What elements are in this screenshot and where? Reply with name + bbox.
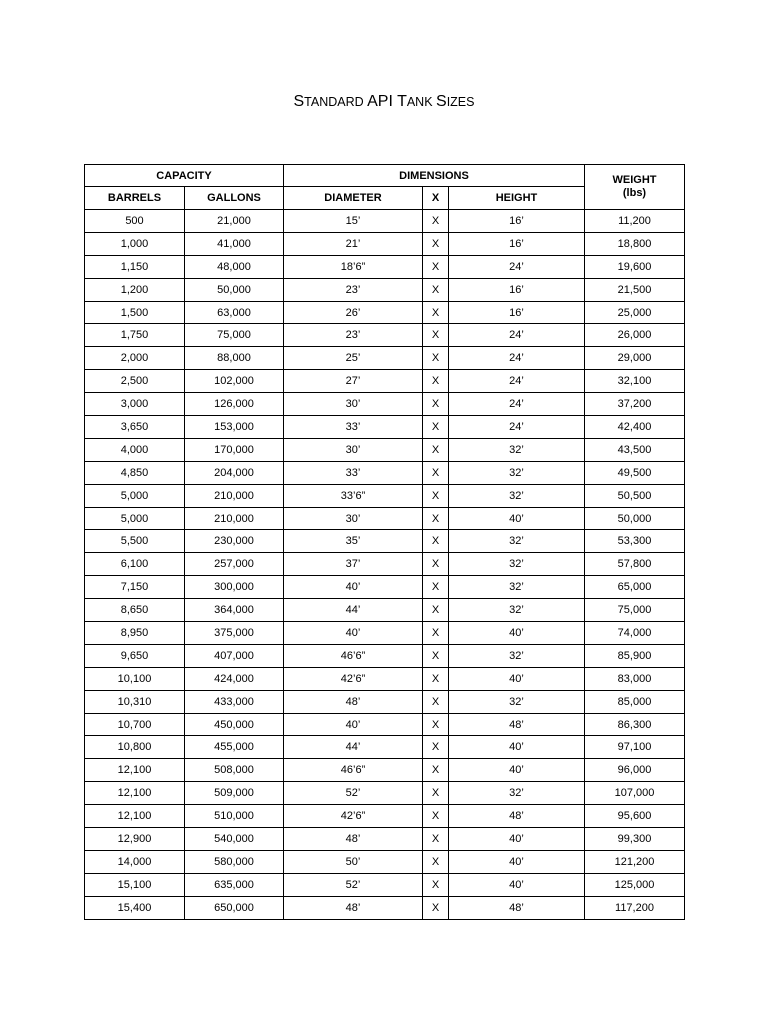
- x-cell: X: [423, 484, 449, 507]
- height-cell: 40’: [449, 667, 585, 690]
- diameter-cell: 37’: [284, 553, 423, 576]
- barrels-cell: 2,500: [85, 370, 185, 393]
- height-cell: 40’: [449, 850, 585, 873]
- barrels-cell: 10,800: [85, 736, 185, 759]
- barrels-cell: 1,200: [85, 278, 185, 301]
- barrels-cell: 500: [85, 210, 185, 233]
- gallons-cell: 510,000: [185, 805, 284, 828]
- barrels-cell: 1,500: [85, 301, 185, 324]
- height-cell: 16’: [449, 210, 585, 233]
- barrels-cell: 9,650: [85, 644, 185, 667]
- height-cell: 40’: [449, 873, 585, 896]
- table-row: [85, 255, 685, 278]
- x-cell: X: [423, 461, 449, 484]
- tank-sizes-table: [84, 164, 685, 920]
- height-cell: 32’: [449, 553, 585, 576]
- gallons-cell: 257,000: [185, 553, 284, 576]
- gallons-cell: 170,000: [185, 438, 284, 461]
- height-cell: 32’: [449, 484, 585, 507]
- weight-cell: 86,300: [585, 713, 685, 736]
- weight-label: WEIGHT: [612, 174, 657, 186]
- weight-cell: 42,400: [585, 416, 685, 439]
- diameter-cell: 35’: [284, 530, 423, 553]
- gallons-cell: 63,000: [185, 301, 284, 324]
- weight-header: [585, 165, 685, 210]
- diameter-cell: 30’: [284, 507, 423, 530]
- x-cell: X: [423, 530, 449, 553]
- diameter-cell: 44’: [284, 736, 423, 759]
- title-part: IZES: [446, 95, 475, 109]
- diameter-cell: 46’6”: [284, 759, 423, 782]
- weight-cell: 85,000: [585, 690, 685, 713]
- weight-cell: 125,000: [585, 873, 685, 896]
- height-cell: 40’: [449, 759, 585, 782]
- diameter-cell: 18’6”: [284, 255, 423, 278]
- weight-cell: 19,600: [585, 255, 685, 278]
- barrels-cell: 3,000: [85, 393, 185, 416]
- gallons-cell: 540,000: [185, 828, 284, 851]
- table-row: [85, 553, 685, 576]
- gallons-cell: 204,000: [185, 461, 284, 484]
- diameter-cell: 21’: [284, 232, 423, 255]
- barrels-cell: 12,100: [85, 782, 185, 805]
- table-row: [85, 599, 685, 622]
- barrels-cell: 7,150: [85, 576, 185, 599]
- x-cell: X: [423, 324, 449, 347]
- diameter-cell: 30’: [284, 393, 423, 416]
- height-cell: 40’: [449, 507, 585, 530]
- x-cell: X: [423, 210, 449, 233]
- x-cell: X: [423, 416, 449, 439]
- gallons-cell: 433,000: [185, 690, 284, 713]
- height-cell: 40’: [449, 736, 585, 759]
- diameter-cell: 40’: [284, 576, 423, 599]
- table-row: [85, 644, 685, 667]
- table-row: [85, 438, 685, 461]
- table-row: [85, 301, 685, 324]
- title-part: S: [293, 93, 305, 110]
- barrels-cell: 12,900: [85, 828, 185, 851]
- weight-cell: 74,000: [585, 622, 685, 645]
- diameter-cell: 52’: [284, 873, 423, 896]
- gallons-cell: 455,000: [185, 736, 284, 759]
- diameter-cell: 33’6”: [284, 484, 423, 507]
- barrels-cell: 4,850: [85, 461, 185, 484]
- x-cell: X: [423, 782, 449, 805]
- table-row: [85, 782, 685, 805]
- table-row: [85, 370, 685, 393]
- diameter-cell: 44’: [284, 599, 423, 622]
- x-cell: X: [423, 438, 449, 461]
- diameter-cell: 15’: [284, 210, 423, 233]
- gallons-cell: 364,000: [185, 599, 284, 622]
- x-cell: X: [423, 599, 449, 622]
- diameter-cell: 48’: [284, 828, 423, 851]
- height-cell: 16’: [449, 301, 585, 324]
- height-cell: 24’: [449, 347, 585, 370]
- weight-cell: 50,000: [585, 507, 685, 530]
- table-row: [85, 873, 685, 896]
- weight-cell: 85,900: [585, 644, 685, 667]
- gallons-cell: 230,000: [185, 530, 284, 553]
- x-cell: X: [423, 553, 449, 576]
- barrels-cell: 6,100: [85, 553, 185, 576]
- table-row: [85, 667, 685, 690]
- gallons-cell: 48,000: [185, 255, 284, 278]
- table-row: [85, 232, 685, 255]
- header-row-group: [85, 165, 685, 187]
- table-body: [85, 210, 685, 920]
- barrels-cell: 2,000: [85, 347, 185, 370]
- diameter-cell: 42’6”: [284, 805, 423, 828]
- x-header: X: [423, 187, 449, 210]
- barrels-cell: 5,000: [85, 484, 185, 507]
- weight-cell: 49,500: [585, 461, 685, 484]
- weight-cell: 26,000: [585, 324, 685, 347]
- gallons-cell: 102,000: [185, 370, 284, 393]
- x-cell: X: [423, 713, 449, 736]
- weight-cell: 37,200: [585, 393, 685, 416]
- x-cell: X: [423, 370, 449, 393]
- weight-cell: 121,200: [585, 850, 685, 873]
- table-row: [85, 713, 685, 736]
- x-cell: X: [423, 347, 449, 370]
- x-cell: X: [423, 393, 449, 416]
- height-cell: 40’: [449, 828, 585, 851]
- x-cell: X: [423, 873, 449, 896]
- height-cell: 24’: [449, 393, 585, 416]
- table-row: [85, 484, 685, 507]
- table-row: [85, 324, 685, 347]
- x-cell: X: [423, 278, 449, 301]
- barrels-cell: 10,100: [85, 667, 185, 690]
- table-row: [85, 736, 685, 759]
- table-row: [85, 507, 685, 530]
- x-cell: X: [423, 301, 449, 324]
- height-cell: 32’: [449, 644, 585, 667]
- weight-cell: 75,000: [585, 599, 685, 622]
- x-cell: X: [423, 828, 449, 851]
- table-row: [85, 347, 685, 370]
- barrels-cell: 14,000: [85, 850, 185, 873]
- table-row: [85, 850, 685, 873]
- gallons-cell: 450,000: [185, 713, 284, 736]
- weight-cell: 43,500: [585, 438, 685, 461]
- height-cell: 32’: [449, 461, 585, 484]
- height-cell: 32’: [449, 438, 585, 461]
- weight-cell: 57,800: [585, 553, 685, 576]
- height-cell: 40’: [449, 622, 585, 645]
- weight-cell: 97,100: [585, 736, 685, 759]
- barrels-cell: 12,100: [85, 805, 185, 828]
- height-cell: 32’: [449, 599, 585, 622]
- table-row: [85, 690, 685, 713]
- gallons-cell: 88,000: [185, 347, 284, 370]
- barrels-cell: 15,100: [85, 873, 185, 896]
- weight-cell: 83,000: [585, 667, 685, 690]
- gallons-cell: 509,000: [185, 782, 284, 805]
- gallons-cell: 210,000: [185, 484, 284, 507]
- diameter-cell: 40’: [284, 622, 423, 645]
- gallons-cell: 407,000: [185, 644, 284, 667]
- barrels-cell: 1,000: [85, 232, 185, 255]
- capacity-header: CAPACITY: [85, 165, 284, 187]
- title-part: S: [436, 93, 447, 110]
- table-row: [85, 530, 685, 553]
- barrels-cell: 15,400: [85, 896, 185, 919]
- gallons-cell: 50,000: [185, 278, 284, 301]
- x-cell: X: [423, 667, 449, 690]
- dimensions-header: DIMENSIONS: [284, 165, 585, 187]
- gallons-cell: 650,000: [185, 896, 284, 919]
- barrels-cell: 5,000: [85, 507, 185, 530]
- diameter-cell: 52’: [284, 782, 423, 805]
- diameter-cell: 46’6”: [284, 644, 423, 667]
- x-cell: X: [423, 507, 449, 530]
- barrels-header: BARRELS: [85, 187, 185, 210]
- x-cell: X: [423, 622, 449, 645]
- diameter-cell: 42’6”: [284, 667, 423, 690]
- gallons-cell: 21,000: [185, 210, 284, 233]
- table-row: [85, 416, 685, 439]
- height-cell: 48’: [449, 896, 585, 919]
- x-cell: X: [423, 644, 449, 667]
- weight-cell: 53,300: [585, 530, 685, 553]
- barrels-cell: 8,950: [85, 622, 185, 645]
- gallons-cell: 300,000: [185, 576, 284, 599]
- title-part: TANDARD: [304, 95, 368, 109]
- weight-unit: (lbs): [622, 187, 647, 199]
- weight-cell: 95,600: [585, 805, 685, 828]
- weight-cell: 32,100: [585, 370, 685, 393]
- x-cell: X: [423, 690, 449, 713]
- gallons-cell: 424,000: [185, 667, 284, 690]
- barrels-cell: 4,000: [85, 438, 185, 461]
- table-row: [85, 896, 685, 919]
- diameter-cell: 48’: [284, 896, 423, 919]
- height-cell: 48’: [449, 805, 585, 828]
- diameter-cell: 30’: [284, 438, 423, 461]
- diameter-cell: 50’: [284, 850, 423, 873]
- barrels-cell: 8,650: [85, 599, 185, 622]
- weight-cell: 21,500: [585, 278, 685, 301]
- barrels-cell: 1,750: [85, 324, 185, 347]
- diameter-header: DIAMETER: [284, 187, 423, 210]
- table-row: [85, 576, 685, 599]
- x-cell: X: [423, 805, 449, 828]
- weight-cell: 107,000: [585, 782, 685, 805]
- gallons-header: GALLONS: [185, 187, 284, 210]
- table-row: [85, 759, 685, 782]
- x-cell: X: [423, 759, 449, 782]
- table-row: [85, 622, 685, 645]
- barrels-cell: 5,500: [85, 530, 185, 553]
- x-cell: X: [423, 896, 449, 919]
- weight-cell: 18,800: [585, 232, 685, 255]
- x-cell: X: [423, 850, 449, 873]
- gallons-cell: 126,000: [185, 393, 284, 416]
- x-cell: X: [423, 232, 449, 255]
- height-cell: 24’: [449, 370, 585, 393]
- table-row: [85, 461, 685, 484]
- height-header: HEIGHT: [449, 187, 585, 210]
- gallons-cell: 635,000: [185, 873, 284, 896]
- barrels-cell: 12,100: [85, 759, 185, 782]
- barrels-cell: 10,310: [85, 690, 185, 713]
- height-cell: 32’: [449, 530, 585, 553]
- gallons-cell: 210,000: [185, 507, 284, 530]
- table-row: [85, 828, 685, 851]
- table-row: [85, 393, 685, 416]
- weight-cell: 25,000: [585, 301, 685, 324]
- title-part: API T: [367, 93, 407, 110]
- gallons-cell: 508,000: [185, 759, 284, 782]
- x-cell: X: [423, 576, 449, 599]
- height-cell: 48’: [449, 713, 585, 736]
- weight-cell: 11,200: [585, 210, 685, 233]
- diameter-cell: 26’: [284, 301, 423, 324]
- gallons-cell: 375,000: [185, 622, 284, 645]
- weight-cell: 96,000: [585, 759, 685, 782]
- weight-cell: 50,500: [585, 484, 685, 507]
- height-cell: 16’: [449, 278, 585, 301]
- diameter-cell: 23’: [284, 324, 423, 347]
- diameter-cell: 33’: [284, 461, 423, 484]
- diameter-cell: 33’: [284, 416, 423, 439]
- gallons-cell: 41,000: [185, 232, 284, 255]
- height-cell: 24’: [449, 255, 585, 278]
- diameter-cell: 27’: [284, 370, 423, 393]
- diameter-cell: 40’: [284, 713, 423, 736]
- x-cell: X: [423, 736, 449, 759]
- table-row: [85, 805, 685, 828]
- height-cell: 24’: [449, 416, 585, 439]
- diameter-cell: 23’: [284, 278, 423, 301]
- page-title: [0, 93, 768, 111]
- x-cell: X: [423, 255, 449, 278]
- height-cell: 32’: [449, 782, 585, 805]
- table-row: [85, 210, 685, 233]
- gallons-cell: 153,000: [185, 416, 284, 439]
- title-part: ANK: [406, 95, 437, 109]
- weight-cell: 65,000: [585, 576, 685, 599]
- height-cell: 32’: [449, 576, 585, 599]
- gallons-cell: 580,000: [185, 850, 284, 873]
- weight-cell: 117,200: [585, 896, 685, 919]
- diameter-cell: 25’: [284, 347, 423, 370]
- height-cell: 24’: [449, 324, 585, 347]
- barrels-cell: 10,700: [85, 713, 185, 736]
- barrels-cell: 3,650: [85, 416, 185, 439]
- height-cell: 32’: [449, 690, 585, 713]
- table-row: [85, 278, 685, 301]
- weight-cell: 29,000: [585, 347, 685, 370]
- weight-cell: 99,300: [585, 828, 685, 851]
- diameter-cell: 48’: [284, 690, 423, 713]
- barrels-cell: 1,150: [85, 255, 185, 278]
- height-cell: 16’: [449, 232, 585, 255]
- gallons-cell: 75,000: [185, 324, 284, 347]
